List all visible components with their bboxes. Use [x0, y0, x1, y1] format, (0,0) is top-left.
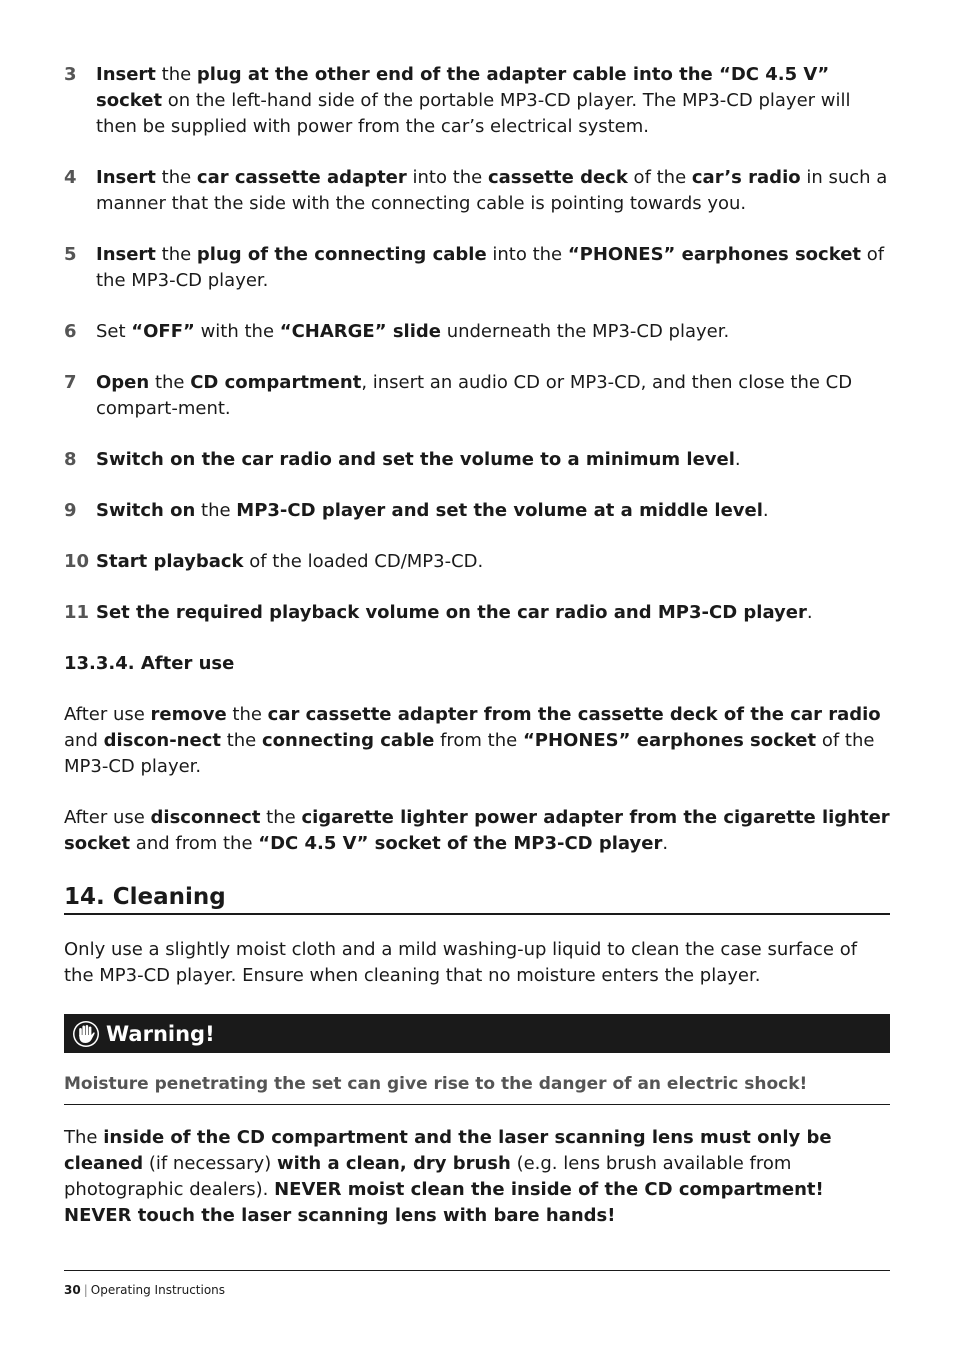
step-4 [64, 165, 890, 217]
text-run: the [155, 64, 197, 85]
step-8 [64, 447, 890, 473]
step-text [96, 62, 890, 140]
step-7 [64, 370, 890, 422]
text-run: , insert an audio CD or MP3-CD, and then close the CD compart-ment. [96, 372, 853, 419]
warning-bar [64, 1014, 890, 1053]
cleaning-heading: 14. Cleaning [64, 882, 890, 915]
bold-text: “OFF” [131, 321, 195, 342]
bold-text: “CHARGE” slide [279, 321, 441, 342]
after-use-paragraph [64, 702, 890, 780]
step-number: 11 [64, 602, 90, 623]
bold-text: inside of the CD compartment and the laser scanning lens must only be cleaned [64, 1127, 832, 1174]
bold-text: Switch on the car radio and set the volume to a minimum level [96, 449, 735, 470]
bold-text: “PHONES” earphones socket [522, 730, 817, 751]
footer-separator: | [83, 1283, 88, 1297]
bold-text: “DC 4.5 V” socket of the MP3-CD player [258, 833, 663, 854]
bold-text: plug at the other end of the adapter cable into the “DC 4.5 V” socket [96, 64, 830, 111]
text-run: of the [627, 167, 692, 188]
footer-label: Operating Instructions [90, 1283, 226, 1297]
bold-text: CD compartment [190, 372, 362, 393]
step-number: 4 [64, 167, 77, 188]
step-text [96, 447, 890, 473]
bold-text: Open [96, 372, 150, 393]
bold-text: with a clean, dry brush [276, 1153, 511, 1174]
step-number: 10 [64, 551, 90, 572]
text-run: of the MP3-CD player. [64, 730, 875, 777]
text-run: from the [434, 730, 523, 751]
warning-subheading: Moisture penetrating the set can give rise to the danger of an electric shock! [64, 1073, 890, 1105]
step-text [96, 600, 890, 626]
text-run: of the loaded CD/MP3-CD. [243, 551, 484, 572]
bold-text: Switch on [96, 500, 196, 521]
text-run: the [195, 500, 237, 521]
text-run: into the [486, 244, 568, 265]
text-run: the [226, 704, 268, 725]
bold-text: MP3-CD player and set the volume at a middle level [236, 500, 763, 521]
steps-list [64, 62, 890, 626]
text-run: The [64, 1127, 104, 1148]
step-number: 8 [64, 449, 77, 470]
text-run: the [155, 167, 197, 188]
bold-text: Insert [96, 244, 156, 265]
bold-text: car’s radio [691, 167, 801, 188]
step-text [96, 370, 890, 422]
step-text [96, 549, 890, 575]
text-run: (if necessary) [143, 1153, 277, 1174]
step-text [96, 498, 890, 524]
bold-text: connecting cable [261, 730, 435, 751]
warning-paragraph [64, 1125, 890, 1229]
step-9 [64, 498, 890, 524]
bold-text: remove [150, 704, 227, 725]
bold-text: NEVER moist clean the inside of the CD compartment! NEVER touch the laser scanning lens with bare hands! [64, 1179, 824, 1226]
step-6 [64, 319, 890, 345]
bold-text: Start playback [96, 551, 244, 572]
text-run: the [149, 372, 191, 393]
text-run: the [220, 730, 262, 751]
step-5 [64, 242, 890, 294]
page-content [64, 62, 890, 1254]
text-run: on the left-hand side of the portable MP3-CD player. The MP3-CD player will then be supplied with power from the car’s electrical system. [96, 90, 851, 137]
step-text [96, 319, 890, 345]
bold-text: disconnect [150, 807, 261, 828]
text-run: . [762, 500, 769, 521]
step-number: 3 [64, 64, 77, 85]
text-run: into the [406, 167, 488, 188]
text-run: (e.g. lens brush available from photographic dealers). [64, 1153, 792, 1200]
text-run: Only use a slightly moist cloth and a mild washing-up liquid to clean the case surface of the MP3-CD player. Ensure when cleaning that no moisture enters the player. [64, 939, 858, 986]
step-number: 9 [64, 500, 77, 521]
text-run: After use [64, 704, 151, 725]
bold-text: car cassette adapter from the cassette deck of the car radio [267, 704, 881, 725]
warning-title: Warning! [106, 1021, 215, 1046]
step-number: 6 [64, 321, 77, 342]
text-run: in such a manner that the side with the connecting cable is pointing towards you. [96, 167, 888, 214]
text-run: of the MP3-CD player. [96, 244, 885, 291]
bold-text: cigarette lighter power adapter from the cigarette lighter socket [64, 807, 890, 854]
page-footer [64, 1270, 890, 1297]
text-run: the [260, 807, 302, 828]
text-run: and from the [130, 833, 259, 854]
after-use-paragraph [64, 805, 890, 857]
hand-stop-icon [72, 1020, 100, 1048]
step-number: 7 [64, 372, 77, 393]
bold-text: Set the required playback volume on the car radio and MP3-CD player [96, 602, 807, 623]
bold-text: car cassette adapter [196, 167, 407, 188]
text-run: and [64, 730, 104, 751]
after-use-section [64, 702, 890, 857]
cleaning-paragraph [64, 937, 890, 989]
bold-text: discon-nect [103, 730, 221, 751]
bold-text: “PHONES” earphones socket [567, 244, 862, 265]
after-use-heading: 13.3.4. After use [64, 653, 235, 674]
text-run: . [662, 833, 669, 854]
step-11 [64, 600, 890, 626]
step-text [96, 165, 890, 217]
text-run: with the [194, 321, 280, 342]
page-number: 30 [64, 1283, 81, 1297]
text-run: . [734, 449, 741, 470]
step-number: 5 [64, 244, 77, 265]
bold-text: plug of the connecting cable [196, 244, 487, 265]
bold-text: cassette deck [487, 167, 628, 188]
step-10 [64, 549, 890, 575]
text-run: Set [96, 321, 132, 342]
text-run: . [806, 602, 813, 623]
text-run: underneath the MP3-CD player. [440, 321, 730, 342]
text-run: the [155, 244, 197, 265]
text-run: After use [64, 807, 151, 828]
bold-text: Insert [96, 64, 156, 85]
step-text [96, 242, 890, 294]
step-3 [64, 62, 890, 140]
bold-text: Insert [96, 167, 156, 188]
